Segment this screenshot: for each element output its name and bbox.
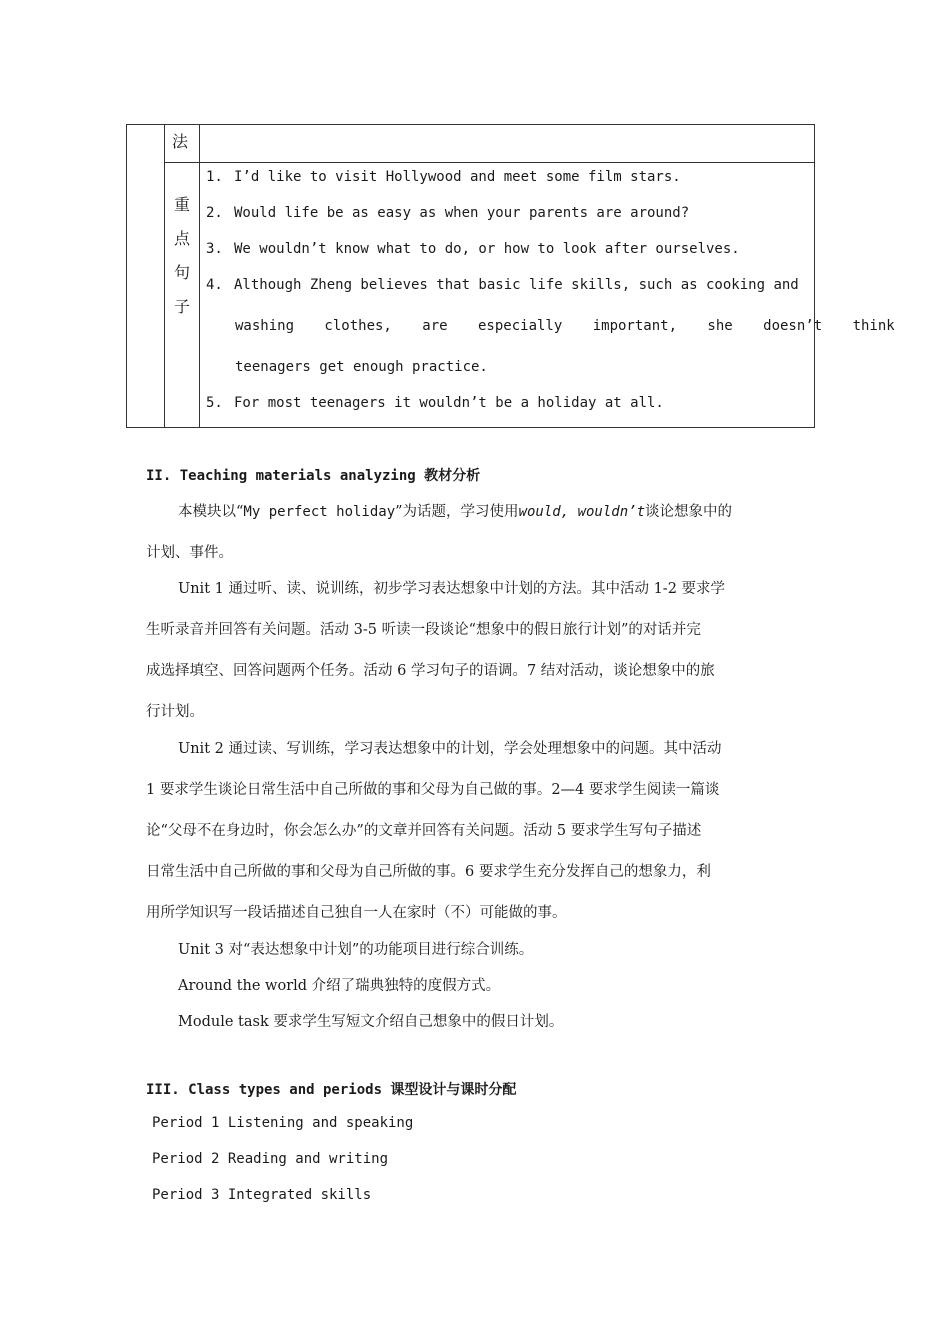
sentence-4-line-2 (235, 318, 895, 334)
text: My perfect holiday (243, 504, 396, 520)
unit2-line: 论“父母不在身边时，你会怎么办”的文章并回答有关问题。活动 5 要求学生写句子描述 (146, 823, 702, 839)
table-divider (164, 162, 814, 163)
unit1-line: 成选择填空、回答问题两个任务。活动 6 学习句子的语调。7 结对活动，谈论想象中的旅 (146, 663, 715, 679)
label-char: 句 (173, 263, 190, 282)
period-item: Period 2 Reading and writing (152, 1151, 389, 1167)
sentence-4-line-3: teenagers get enough practice. (235, 359, 488, 375)
sentence-3 (206, 241, 740, 257)
sentence-number: 1. (206, 169, 223, 185)
sentence-number: 3. (206, 241, 223, 257)
label-char: 重 (173, 195, 190, 214)
row-label-top: 法 (172, 132, 189, 151)
sentence-text: Although Zheng believes that basic life skills, such as cooking and (234, 277, 799, 293)
section-3-heading: III. Class types and periods 课型设计与课时分配 (146, 1082, 517, 1098)
table-divider (164, 125, 165, 427)
sentence-4 (206, 277, 799, 293)
section-2-heading: II. Teaching materials analyzing 教材分析 (146, 468, 481, 484)
label-char: 子 (173, 297, 190, 316)
intro-paragraph-line-2: 计划、事件。 (146, 545, 233, 561)
text: 谈论想象中的 (645, 504, 732, 520)
text: 本模块以“ (178, 504, 244, 520)
sentence-5 (206, 395, 664, 411)
key-sentences-table (126, 124, 895, 428)
sentence-number: 4. (206, 277, 223, 293)
sentence-1 (206, 169, 681, 185)
label-char: 点 (173, 229, 190, 248)
sentence-text: We wouldn’t know what to do, or how to look after ourselves. (234, 241, 740, 257)
sentence-text: Would life be as easy as when your parents are around? (234, 205, 690, 221)
sentence-text: For most teenagers it wouldn’t be a holiday at all. (234, 395, 664, 411)
sentence-text: washing clothes, are especially important, she doesn’t think (235, 318, 895, 334)
sentence-number: 2. (206, 205, 223, 221)
sentence-text: I’d like to visit Hollywood and meet some film stars. (234, 169, 681, 185)
unit3-line: Unit 3 对“表达想象中计划”的功能项目进行综合训练。 (178, 942, 534, 958)
unit2-line: Unit 2 通过读、写训练，学习表达想象中的计划，学会处理想象中的问题。其中活动 (178, 741, 722, 757)
table-divider (199, 125, 200, 427)
intro-paragraph (178, 500, 732, 521)
row-label-key-sentences (170, 188, 194, 324)
unit2-line: 用所学知识写一段话描述自己独自一人在家时（不）可能做的事。 (146, 905, 567, 921)
period-item: Period 1 Listening and speaking (152, 1115, 414, 1131)
around-the-world-line: Around the world 介绍了瑞典独特的度假方式。 (178, 978, 501, 994)
text: ”为话题，学习使用 (395, 504, 519, 520)
unit1-line: 行计划。 (146, 704, 204, 720)
unit2-line: 日常生活中自己所做的事和父母为自己所做的事。6 要求学生充分发挥自己的想象力，利 (146, 864, 711, 880)
sentence-2 (206, 205, 689, 221)
module-task-line: Module task 要求学生写短文介绍自己想象中的假日计划。 (178, 1014, 564, 1030)
text: would, wouldn’t (518, 504, 645, 520)
unit2-line: 1 要求学生谈论日常生活中自己所做的事和父母为自己做的事。2—4 要求学生阅读一篇谈 (146, 782, 720, 798)
sentence-number: 5. (206, 395, 223, 411)
unit1-line: Unit 1 通过听、读、说训练，初步学习表达想象中计划的方法。其中活动 1-2 要求学 (178, 581, 726, 597)
unit1-line: 生听录音并回答有关问题。活动 3-5 听读一段谈论“想象中的假日旅行计划”的对话并完 (146, 622, 701, 638)
period-item: Period 3 Integrated skills (152, 1187, 372, 1203)
